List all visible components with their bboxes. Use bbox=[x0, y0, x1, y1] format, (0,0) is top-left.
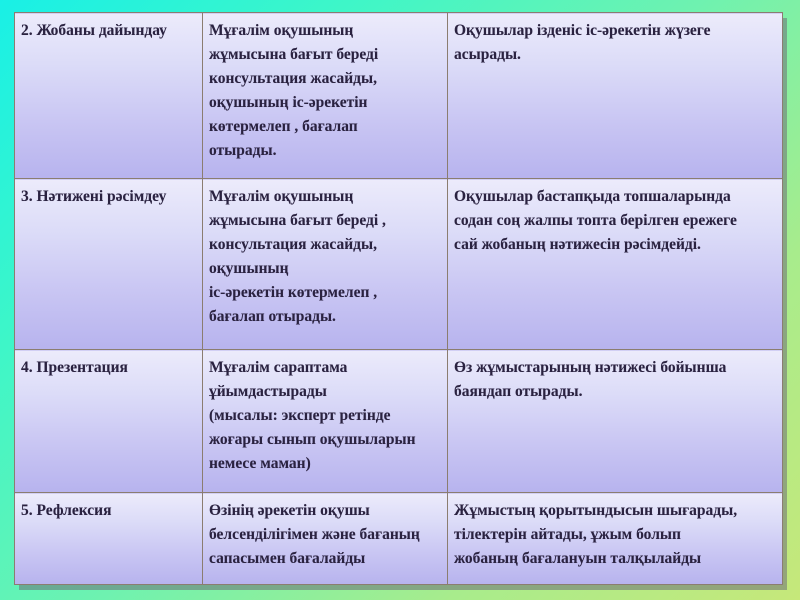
text-line: жұмысына бағыт береді , bbox=[209, 212, 386, 229]
table-row bbox=[15, 350, 783, 493]
text-line: іс-әрекетін көтермелеп , bbox=[209, 284, 378, 301]
text-line: көтермелеп , бағалап bbox=[209, 118, 358, 135]
stage-label: 2. Жобаны дайындау bbox=[21, 22, 167, 39]
teacher-role-cell bbox=[203, 179, 448, 350]
text-line: оқушының bbox=[209, 260, 289, 277]
text-line: оқушының іс-әрекетін bbox=[209, 94, 368, 111]
text-line: Мұғалім сараптама bbox=[209, 359, 348, 376]
text-line: Оқушылар ізденіс іс-әрекетін жүзеге bbox=[454, 22, 711, 39]
stage-cell bbox=[15, 493, 203, 585]
students-role-cell bbox=[448, 493, 783, 585]
stage-label: 4. Презентация bbox=[21, 359, 128, 376]
text-line: Оқушылар бастапқыда топшаларында bbox=[454, 188, 731, 205]
text-line: отырады. bbox=[209, 142, 277, 159]
stage-cell bbox=[15, 350, 203, 493]
text-line: (мысалы: эксперт ретінде bbox=[209, 407, 391, 424]
text-line: тілектерін айтады, ұжым болып bbox=[454, 526, 681, 543]
teacher-role-cell bbox=[203, 350, 448, 493]
text-line: жобаның бағалануын талқылайды bbox=[454, 550, 702, 567]
text-line: содан соң жалпы топта берілген ережеге bbox=[454, 212, 737, 229]
project-stages-table bbox=[14, 12, 783, 585]
text-line: сай жобаның нәтижесін рәсімдейді. bbox=[454, 236, 701, 253]
text-line: Өзінің әрекетін оқушы bbox=[209, 502, 370, 519]
text-line: консультация жасайды, bbox=[209, 70, 377, 87]
text-line: консультация жасайды, bbox=[209, 236, 377, 253]
text-line: жоғары сынып оқушыларын bbox=[209, 431, 416, 448]
students-role-cell bbox=[448, 350, 783, 493]
text-line: Өз жұмыстарының нәтижесі бойынша bbox=[454, 359, 727, 376]
text-line: баяндап отырады. bbox=[454, 383, 583, 400]
text-line: сапасымен бағалайды bbox=[209, 550, 366, 567]
stage-cell bbox=[15, 13, 203, 179]
table-row bbox=[15, 493, 783, 585]
table-row bbox=[15, 179, 783, 350]
text-line: бағалап отырады. bbox=[209, 308, 336, 325]
text-line: жұмысына бағыт береді bbox=[209, 46, 379, 63]
stage-label: 5. Рефлексия bbox=[21, 502, 112, 519]
text-line: асырады. bbox=[454, 46, 521, 63]
teacher-role-cell bbox=[203, 493, 448, 585]
text-line: Жұмыстың қорытындысын шығарады, bbox=[454, 502, 738, 519]
students-role-cell bbox=[448, 13, 783, 179]
text-line: Мұғалім оқушының bbox=[209, 22, 354, 39]
stage-cell bbox=[15, 179, 203, 350]
students-role-cell bbox=[448, 179, 783, 350]
text-line: Мұғалім оқушының bbox=[209, 188, 354, 205]
teacher-role-cell bbox=[203, 13, 448, 179]
text-line: ұйымдастырады bbox=[209, 383, 327, 400]
slide-table-frame bbox=[14, 12, 782, 584]
table-row bbox=[15, 13, 783, 179]
stage-label: 3. Нәтижені рәсімдеу bbox=[21, 188, 167, 205]
text-line: немесе маман) bbox=[209, 455, 311, 472]
text-line: белсенділігімен және бағаның bbox=[209, 526, 420, 543]
